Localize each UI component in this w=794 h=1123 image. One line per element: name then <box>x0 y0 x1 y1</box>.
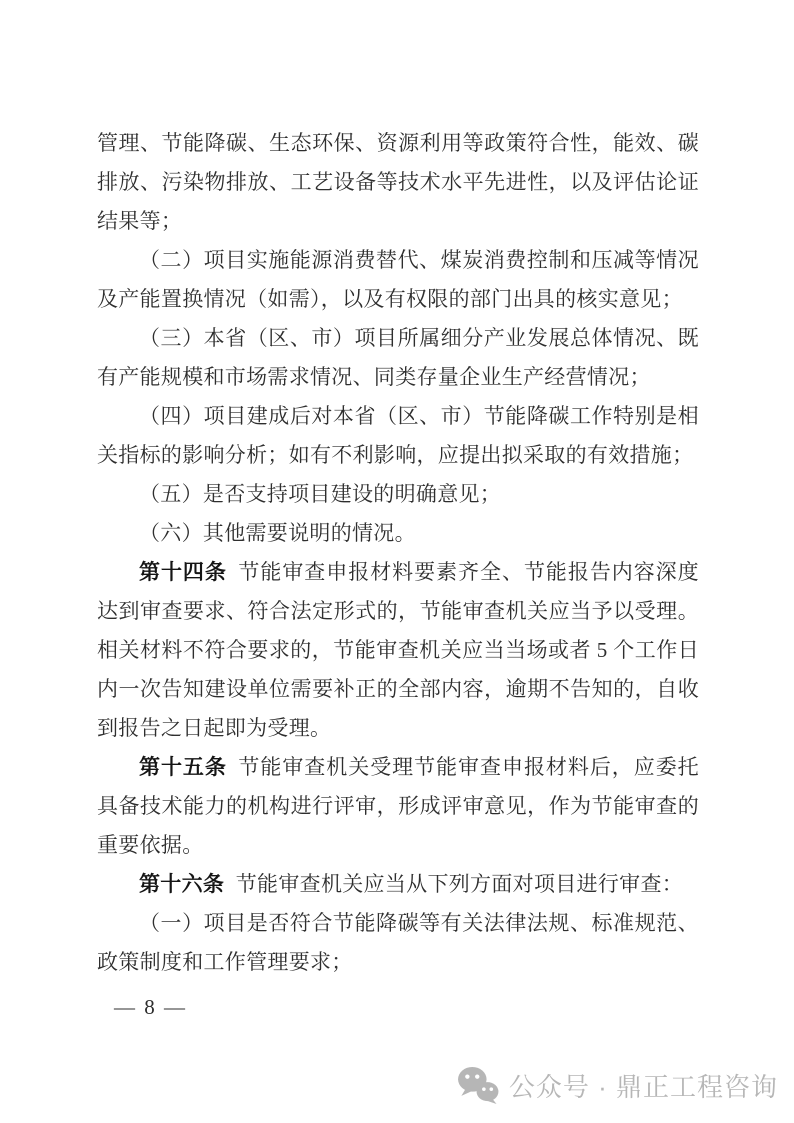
wechat-icon <box>457 1066 499 1104</box>
paragraph-text: 节能审查机关应当从下列方面对项目进行审查： <box>235 872 684 896</box>
paragraph-text: （三）本省（区、市）项目所属细分产业发展总体情况、既有产能规模和市场需求情况、同类存量企业生产经营情况； <box>97 326 699 389</box>
paragraph-text: （四）项目建成后对本省（区、市）节能降碳工作特别是相关指标的影响分析；如有不利影响，应提出拟采取的有效措施； <box>97 404 699 467</box>
paragraph <box>97 514 699 553</box>
article-heading: 第十五条 <box>139 756 227 779</box>
page-number: — 8 — <box>114 995 187 1019</box>
paragraph-text: 节能审查机关受理节能审查申报材料后，应委托具备技术能力的机构进行评审，形成评审意见，作为节能审查的重要依据。 <box>97 755 699 857</box>
paragraph <box>97 124 699 241</box>
paragraph-article-16 <box>97 865 699 904</box>
paragraph-text: 管理、节能降碳、生态环保、资源利用等政策符合性，能效、碳排放、污染物排放、工艺设备等技术水平先进性，以及评估论证结果等； <box>97 131 699 233</box>
watermark-footer <box>457 1066 778 1104</box>
watermark-label: 公众号 · 鼎正工程咨询 <box>508 1071 778 1102</box>
paragraph <box>97 241 699 319</box>
paragraph <box>97 904 699 982</box>
paragraph-text: （一）项目是否符合节能降碳等有关法律法规、标准规范、政策制度和工作管理要求； <box>97 911 699 974</box>
article-heading: 第十六条 <box>139 873 225 896</box>
paragraph-text: （五）是否支持项目建设的明确意见； <box>139 482 502 506</box>
paragraph-text: （六）其他需要说明的情况。 <box>139 521 416 545</box>
paragraph <box>97 397 699 475</box>
paragraph-article-14 <box>97 553 699 748</box>
paragraph-text: 节能审查申报材料要素齐全、节能报告内容深度达到审查要求、符合法定形式的，节能审查机关应当予以受理。相关材料不符合要求的，节能审查机关应当当场或者 5 个工作日内一次告知建设单位需要补正的全部内容，逾期不告知的，自收到报告之日起即为受理。 <box>97 560 699 740</box>
paragraph <box>97 319 699 397</box>
paragraph <box>97 475 699 514</box>
paragraph-article-15 <box>97 748 699 865</box>
paragraph-text: （二）项目实施能源消费替代、煤炭消费控制和压减等情况及产能置换情况（如需），以及有权限的部门出具的核实意见； <box>97 248 699 311</box>
article-heading: 第十四条 <box>139 561 227 584</box>
document-body <box>97 124 699 982</box>
